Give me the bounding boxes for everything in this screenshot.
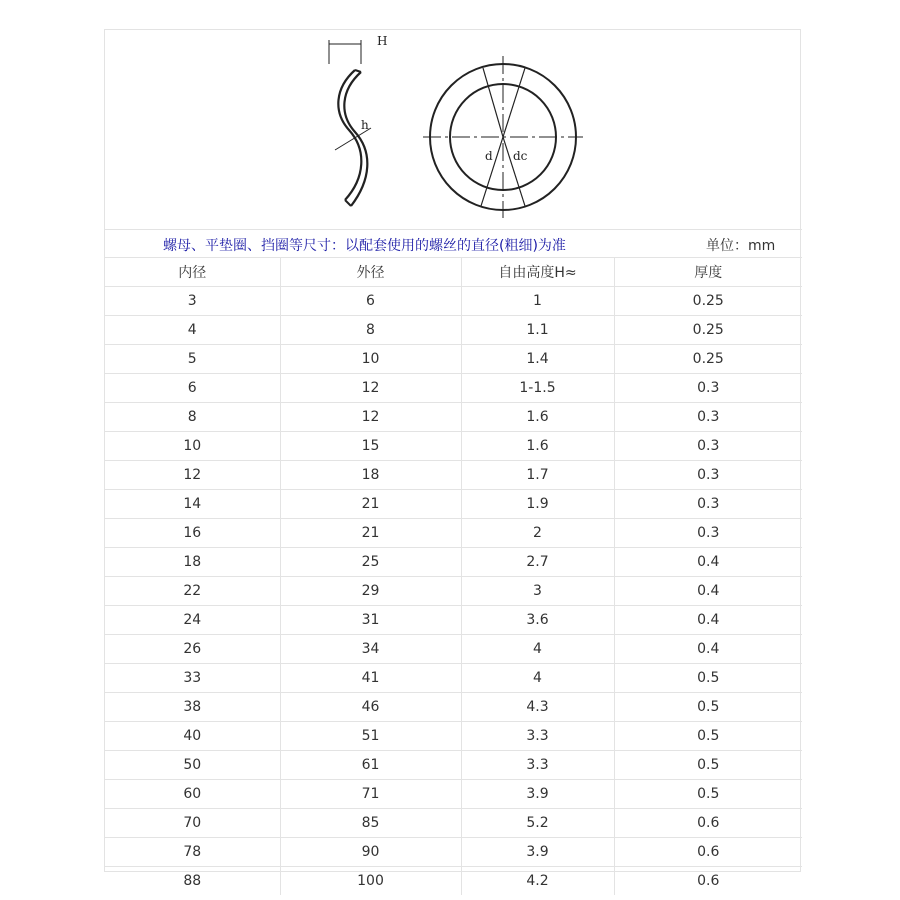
free-height-cell: 3.3 xyxy=(461,722,614,751)
table-row xyxy=(105,548,802,577)
thickness-cell: 0.3 xyxy=(614,432,802,461)
thickness-cell: 0.3 xyxy=(614,461,802,490)
outer-diameter-cell: 8 xyxy=(280,316,461,345)
outer-diameter-cell: 21 xyxy=(280,490,461,519)
table-row xyxy=(105,809,802,838)
table-row xyxy=(105,461,802,490)
free-height-cell: 1-1.5 xyxy=(461,374,614,403)
free-height-cell: 1 xyxy=(461,287,614,316)
table-row xyxy=(105,316,802,345)
inner-diameter-cell: 50 xyxy=(105,751,280,780)
free-height-cell: 1.7 xyxy=(461,461,614,490)
thickness-cell: 0.6 xyxy=(614,809,802,838)
outer-diameter-cell: 15 xyxy=(280,432,461,461)
label-H: H xyxy=(377,34,388,48)
washer-technical-figure xyxy=(105,30,802,229)
inner-diameter-cell: 38 xyxy=(105,693,280,722)
thickness-cell: 0.5 xyxy=(614,780,802,809)
outer-diameter-cell: 100 xyxy=(280,867,461,896)
thickness-cell: 0.4 xyxy=(614,577,802,606)
table-row xyxy=(105,606,802,635)
inner-diameter-cell: 78 xyxy=(105,838,280,867)
header-thickness: 厚度 xyxy=(614,258,802,287)
inner-diameter-cell: 8 xyxy=(105,403,280,432)
outer-diameter-cell: 34 xyxy=(280,635,461,664)
inner-diameter-cell: 6 xyxy=(105,374,280,403)
inner-diameter-cell: 14 xyxy=(105,490,280,519)
table-row xyxy=(105,838,802,867)
free-height-cell: 4.3 xyxy=(461,693,614,722)
table-row xyxy=(105,693,802,722)
outer-diameter-cell: 21 xyxy=(280,519,461,548)
thickness-cell: 0.4 xyxy=(614,548,802,577)
free-height-cell: 3.3 xyxy=(461,751,614,780)
inner-diameter-cell: 88 xyxy=(105,867,280,896)
label-d: d xyxy=(485,149,493,163)
inner-diameter-cell: 10 xyxy=(105,432,280,461)
thickness-cell: 0.4 xyxy=(614,606,802,635)
outer-diameter-cell: 90 xyxy=(280,838,461,867)
outer-diameter-cell: 6 xyxy=(280,287,461,316)
inner-diameter-cell: 60 xyxy=(105,780,280,809)
thickness-cell: 0.25 xyxy=(614,287,802,316)
free-height-cell: 3.9 xyxy=(461,780,614,809)
outer-diameter-cell: 71 xyxy=(280,780,461,809)
outer-diameter-cell: 12 xyxy=(280,403,461,432)
table-header-row xyxy=(105,258,802,287)
inner-diameter-cell: 12 xyxy=(105,461,280,490)
inner-diameter-cell: 70 xyxy=(105,809,280,838)
table-row xyxy=(105,635,802,664)
free-height-cell: 3.6 xyxy=(461,606,614,635)
outer-diameter-cell: 51 xyxy=(280,722,461,751)
thickness-cell: 0.25 xyxy=(614,345,802,374)
thickness-cell: 0.3 xyxy=(614,519,802,548)
inner-diameter-cell: 4 xyxy=(105,316,280,345)
free-height-cell: 2 xyxy=(461,519,614,548)
inner-diameter-cell: 3 xyxy=(105,287,280,316)
free-height-cell: 5.2 xyxy=(461,809,614,838)
spec-sheet xyxy=(104,29,801,889)
thickness-cell: 0.25 xyxy=(614,316,802,345)
free-height-cell: 3.9 xyxy=(461,838,614,867)
table-row xyxy=(105,374,802,403)
free-height-cell: 2.7 xyxy=(461,548,614,577)
thickness-cell: 0.5 xyxy=(614,664,802,693)
label-dc: dc xyxy=(513,149,528,163)
outer-diameter-cell: 41 xyxy=(280,664,461,693)
thickness-cell: 0.5 xyxy=(614,693,802,722)
header-inner-diameter: 内径 xyxy=(105,258,280,287)
thickness-cell: 0.3 xyxy=(614,403,802,432)
thickness-cell: 0.5 xyxy=(614,751,802,780)
free-height-cell: 4.2 xyxy=(461,867,614,896)
outer-diameter-cell: 25 xyxy=(280,548,461,577)
size-note: 螺母、平垫圈、挡圈等尺寸：以配套使用的螺丝的直径(粗细)为准 xyxy=(163,238,566,254)
header-free-height: 自由高度H≈ xyxy=(461,258,614,287)
free-height-cell: 1.6 xyxy=(461,403,614,432)
inner-diameter-cell: 24 xyxy=(105,606,280,635)
table-row xyxy=(105,490,802,519)
inner-diameter-cell: 33 xyxy=(105,664,280,693)
inner-diameter-cell: 16 xyxy=(105,519,280,548)
outer-diameter-cell: 12 xyxy=(280,374,461,403)
thickness-cell: 0.3 xyxy=(614,490,802,519)
inner-diameter-cell: 22 xyxy=(105,577,280,606)
outer-diameter-cell: 10 xyxy=(280,345,461,374)
inner-diameter-cell: 40 xyxy=(105,722,280,751)
inner-diameter-cell: 5 xyxy=(105,345,280,374)
table-row xyxy=(105,287,802,316)
thickness-cell: 0.6 xyxy=(614,867,802,896)
table-row xyxy=(105,867,802,896)
outer-diameter-cell: 18 xyxy=(280,461,461,490)
table-row xyxy=(105,345,802,374)
table-row xyxy=(105,664,802,693)
table-row xyxy=(105,519,802,548)
washer-size-table xyxy=(105,257,802,895)
outer-diameter-cell: 61 xyxy=(280,751,461,780)
thickness-cell: 0.3 xyxy=(614,374,802,403)
table-row xyxy=(105,722,802,751)
table-row xyxy=(105,780,802,809)
table-row xyxy=(105,751,802,780)
table-row xyxy=(105,577,802,606)
table-row xyxy=(105,432,802,461)
inner-diameter-cell: 26 xyxy=(105,635,280,664)
table-row xyxy=(105,403,802,432)
free-height-cell: 3 xyxy=(461,577,614,606)
free-height-cell: 1.9 xyxy=(461,490,614,519)
outer-diameter-cell: 85 xyxy=(280,809,461,838)
inner-diameter-cell: 18 xyxy=(105,548,280,577)
label-h: h xyxy=(361,118,369,132)
free-height-cell: 4 xyxy=(461,664,614,693)
wave-washer-drawing xyxy=(105,30,802,229)
header-outer-diameter: 外径 xyxy=(280,258,461,287)
unit-label: 单位：mm xyxy=(706,238,776,254)
caption-row xyxy=(105,229,802,257)
outer-diameter-cell: 46 xyxy=(280,693,461,722)
free-height-cell: 1.4 xyxy=(461,345,614,374)
outer-diameter-cell: 29 xyxy=(280,577,461,606)
thickness-cell: 0.4 xyxy=(614,635,802,664)
free-height-cell: 1.6 xyxy=(461,432,614,461)
thickness-cell: 0.5 xyxy=(614,722,802,751)
free-height-cell: 1.1 xyxy=(461,316,614,345)
outer-diameter-cell: 31 xyxy=(280,606,461,635)
free-height-cell: 4 xyxy=(461,635,614,664)
thickness-cell: 0.6 xyxy=(614,838,802,867)
